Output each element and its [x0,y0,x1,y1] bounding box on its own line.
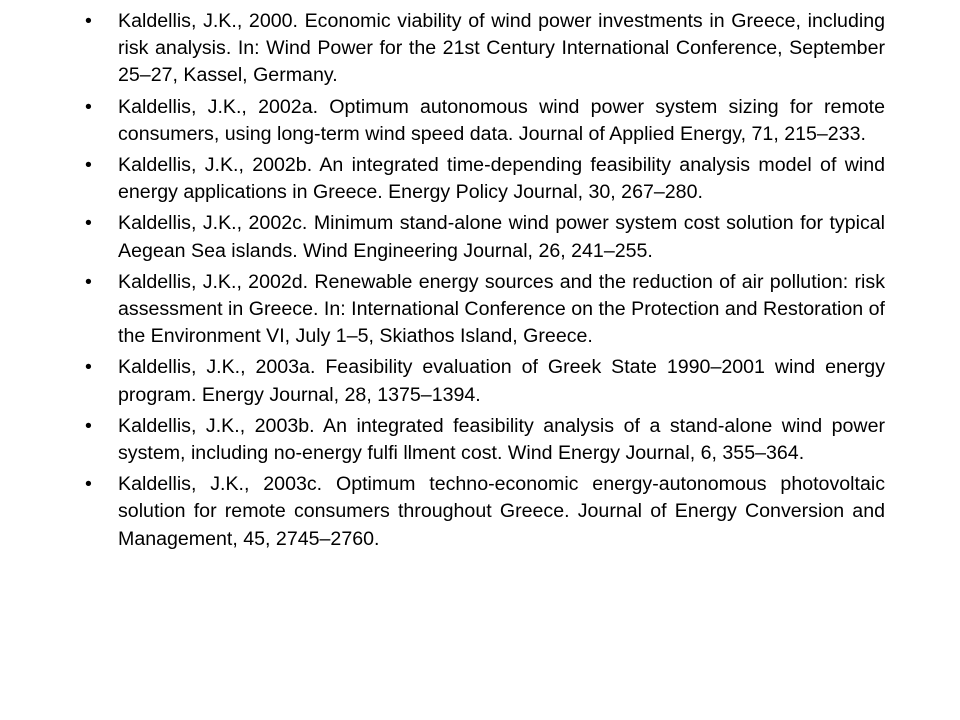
reference-text: Kaldellis, J.K., 2002c. Minimum stand-alone wind power system cost solution for typical Aegean Sea islands. Wind Engineering Journal, 26, 241–255. [118,212,885,262]
reference-text: Kaldellis, J.K., 2003a. Feasibility evaluation of Greek State 1990–2001 wind energy program. Energy Journal, 28, 1375–1394. [118,356,885,406]
bullet-icon [85,8,105,35]
bullet-icon [85,269,105,296]
reference-item [85,269,885,351]
reference-item [85,8,885,90]
bullet-icon [85,210,105,237]
bullet-icon [85,354,105,381]
reference-item [85,152,885,206]
bullet-icon [85,152,105,179]
reference-list [85,8,885,557]
reference-text: Kaldellis, J.K., 2002a. Optimum autonomous wind power system sizing for remote consumers, using long-term wind speed data. Journal of Applied Energy, 71, 215–233. [118,95,885,145]
bullet-icon [85,94,105,121]
bullet-icon [85,413,105,440]
reference-text: Kaldellis, J.K., 2000. Economic viability of wind power investments in Greece, including risk analysis. In: Wind Power for the 21st Century International Conference, September 25–27, Kassel, Germany. [118,10,885,87]
bullet-icon [85,471,105,498]
reference-item [85,471,885,553]
reference-text: Kaldellis, J.K., 2002d. Renewable energy sources and the reduction of air pollution: risk assessment in Greece. In: International Conference on the Protection and Restoration of the Environment VI, July 1–5, Skiathos Island, Greece. [118,270,885,348]
reference-text: Kaldellis, J.K., 2003c. Optimum techno-economic energy-autonomous photovoltaic solution for remote consumers throughout Greece. Journal of Energy Conversion and Management, 45, 2745–2760. [118,473,885,550]
reference-item [85,94,885,148]
reference-item [85,210,885,264]
reference-item [85,413,885,467]
reference-text: Kaldellis, J.K., 2003b. An integrated feasibility analysis of a stand-alone wind power system, including no-energy fulfi llment cost. Wind Energy Journal, 6, 355–364. [118,414,885,465]
reference-text: Kaldellis, J.K., 2002b. An integrated time-depending feasibility analysis model of wind energy applications in Greece. Energy Policy Journal, 30, 267–280. [118,154,885,204]
reference-item [85,354,885,408]
